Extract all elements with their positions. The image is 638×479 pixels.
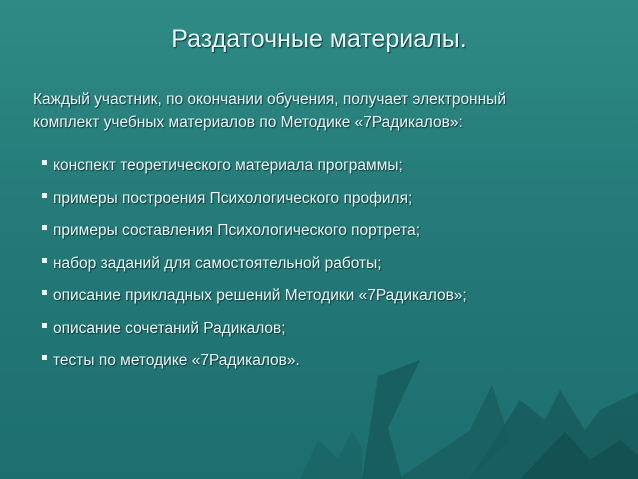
list-item — [42, 351, 467, 384]
intro-line-1: Каждый участник, по окончании обучения, получает электронный — [33, 91, 506, 108]
bullet-icon — [42, 225, 47, 230]
list-item-text: примеры составления Психологического портрета; — [53, 222, 421, 239]
list-item-text: конспект теоретического материала программы; — [53, 157, 403, 174]
list-item — [42, 189, 467, 222]
bullet-icon — [42, 193, 47, 198]
list-item-text: описание сочетаний Радикалов; — [53, 319, 286, 337]
bullet-icon — [42, 355, 47, 360]
intro-paragraph — [33, 88, 613, 134]
bullet-icon — [42, 258, 47, 263]
bullet-icon — [42, 290, 47, 295]
list-item — [42, 221, 467, 254]
list-item — [42, 319, 467, 352]
list-item — [42, 286, 467, 319]
slide-title: Раздаточные материалы. — [171, 25, 467, 53]
list-item-text: набор заданий для самостоятельной работы; — [53, 254, 382, 272]
list-item-text: тесты по методике «7Радикалов». — [53, 352, 300, 369]
bullet-icon — [42, 160, 47, 165]
list-item — [42, 156, 467, 189]
list-item — [42, 254, 467, 287]
list-item-text: примеры построения Психологического профиля; — [53, 189, 413, 207]
list-item-text: описание прикладных решений Методики «7Радикалов»; — [53, 287, 467, 304]
bullet-icon — [42, 323, 47, 328]
intro-line-2: комплект учебных материалов по Методике «7Радикалов»: — [33, 114, 463, 131]
materials-list — [42, 156, 467, 384]
